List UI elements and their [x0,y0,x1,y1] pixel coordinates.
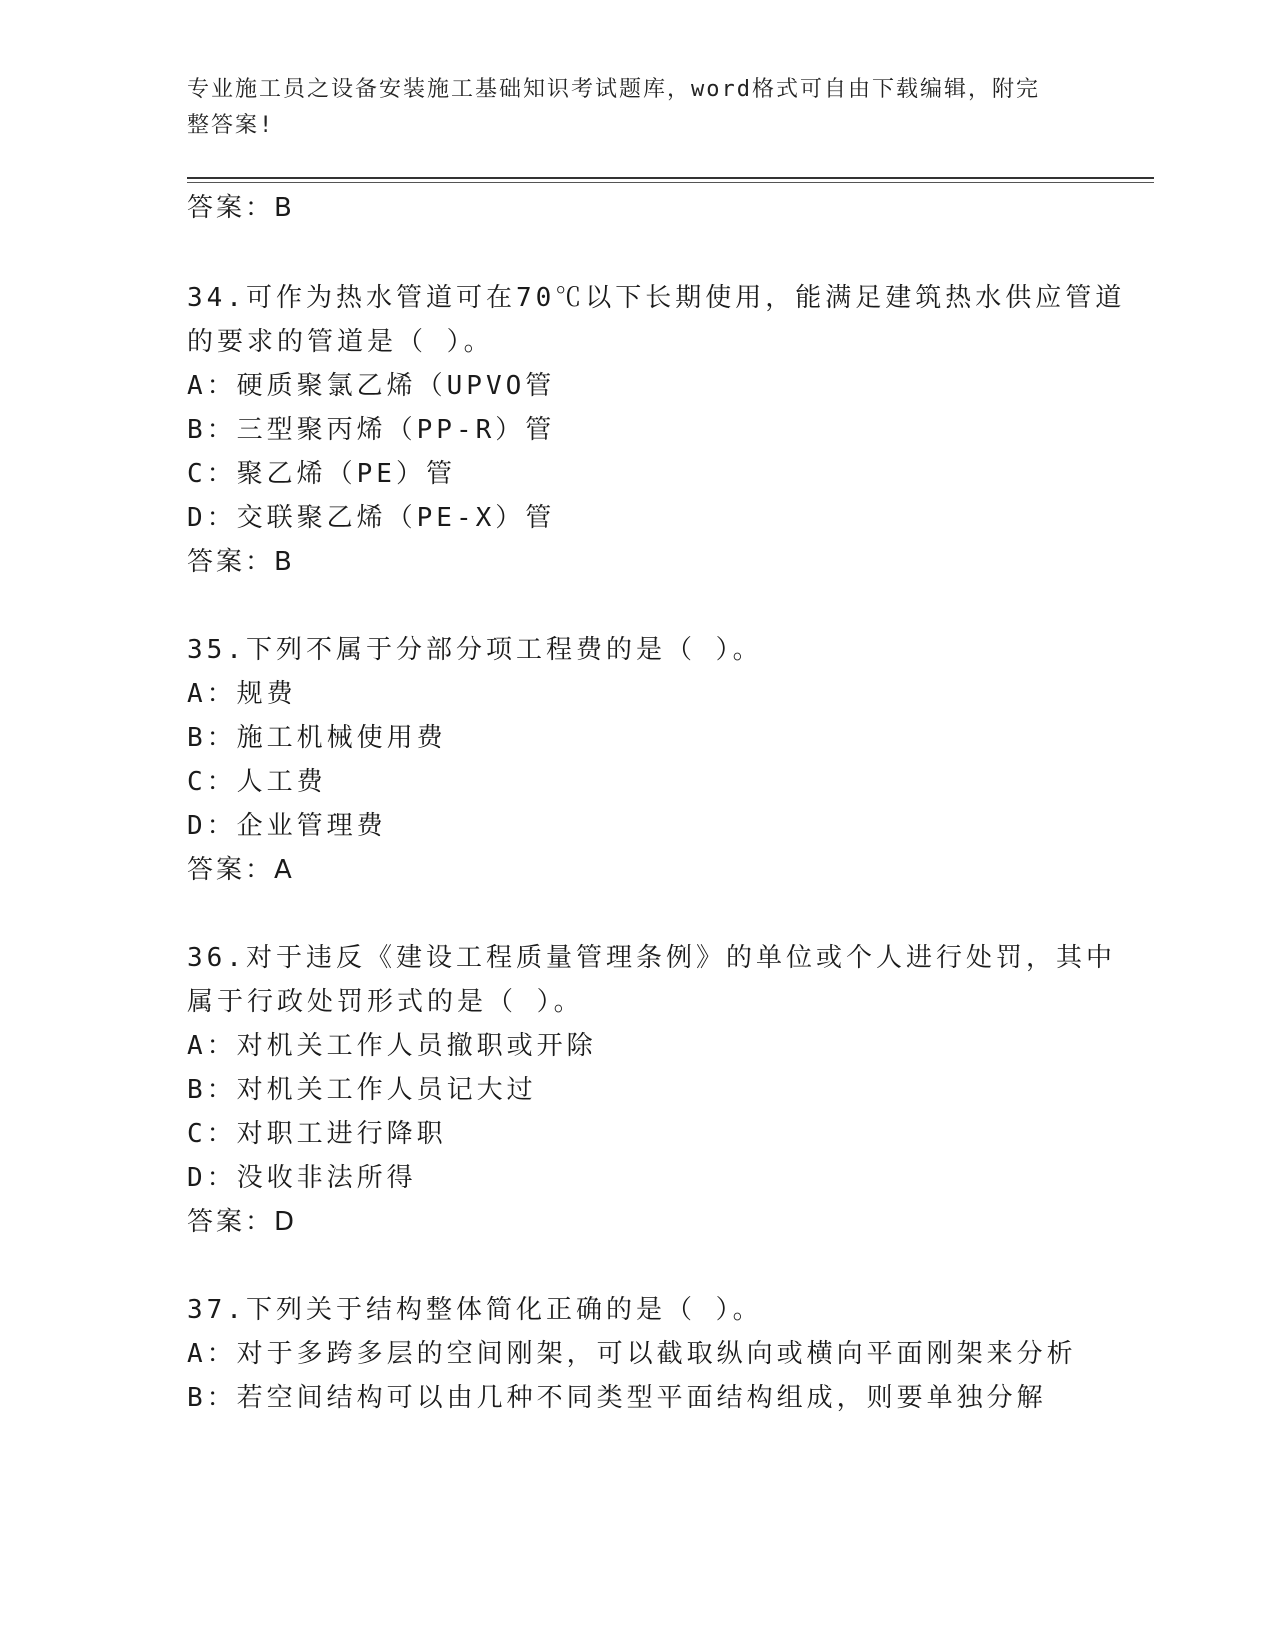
option-a: A：规费 [187,679,297,709]
option-b: B：施工机械使用费 [187,723,447,753]
header-line-1: 专业施工员之设备安装施工基础知识考试题库，word格式可自由下载编辑，附完 [187,77,1040,102]
option-c: C：聚乙烯（PE）管 [187,459,456,489]
option-a: A：硬质聚氯乙烯（UPVO管 [187,371,556,401]
question-stem: 34.可作为热水管道可在70℃以下长期使用，能满足建筑热水供应管道 [187,283,1126,313]
answer: 答案：A [187,855,295,885]
question-stem: 属于行政处罚形式的是（ ）。 [187,987,584,1017]
question-stem: 的要求的管道是（ ）。 [187,327,494,357]
previous-answer: 答案：B [187,193,295,223]
header-line-2: 整答案! [187,113,275,138]
header-divider [187,177,1154,179]
option-d: D：企业管理费 [187,811,387,841]
option-b: B：三型聚丙烯（PP-R）管 [187,415,556,445]
header-divider-thin [187,182,1154,183]
answer: 答案：D [187,1207,298,1237]
question-stem: 36.对于违反《建设工程质量管理条例》的单位或个人进行处罚，其中 [187,943,1116,973]
option-d: D：交联聚乙烯（PE-X）管 [187,503,556,533]
answer: 答案：B [187,547,295,577]
option-b: B：若空间结构可以由几种不同类型平面结构组成，则要单独分解 [187,1383,1047,1413]
option-b: B：对机关工作人员记大过 [187,1075,537,1105]
option-c: C：对职工进行降职 [187,1119,447,1149]
option-a: A：对机关工作人员撤职或开除 [187,1031,597,1061]
document-header [187,72,1067,144]
question-stem: 35.下列不属于分部分项工程费的是（ ）。 [187,635,763,665]
question-stem: 37.下列关于结构整体简化正确的是（ ）。 [187,1295,763,1325]
option-d: D：没收非法所得 [187,1163,417,1193]
option-a: A：对于多跨多层的空间刚架，可以截取纵向或横向平面刚架来分析 [187,1339,1077,1369]
option-c: C：人工费 [187,767,327,797]
